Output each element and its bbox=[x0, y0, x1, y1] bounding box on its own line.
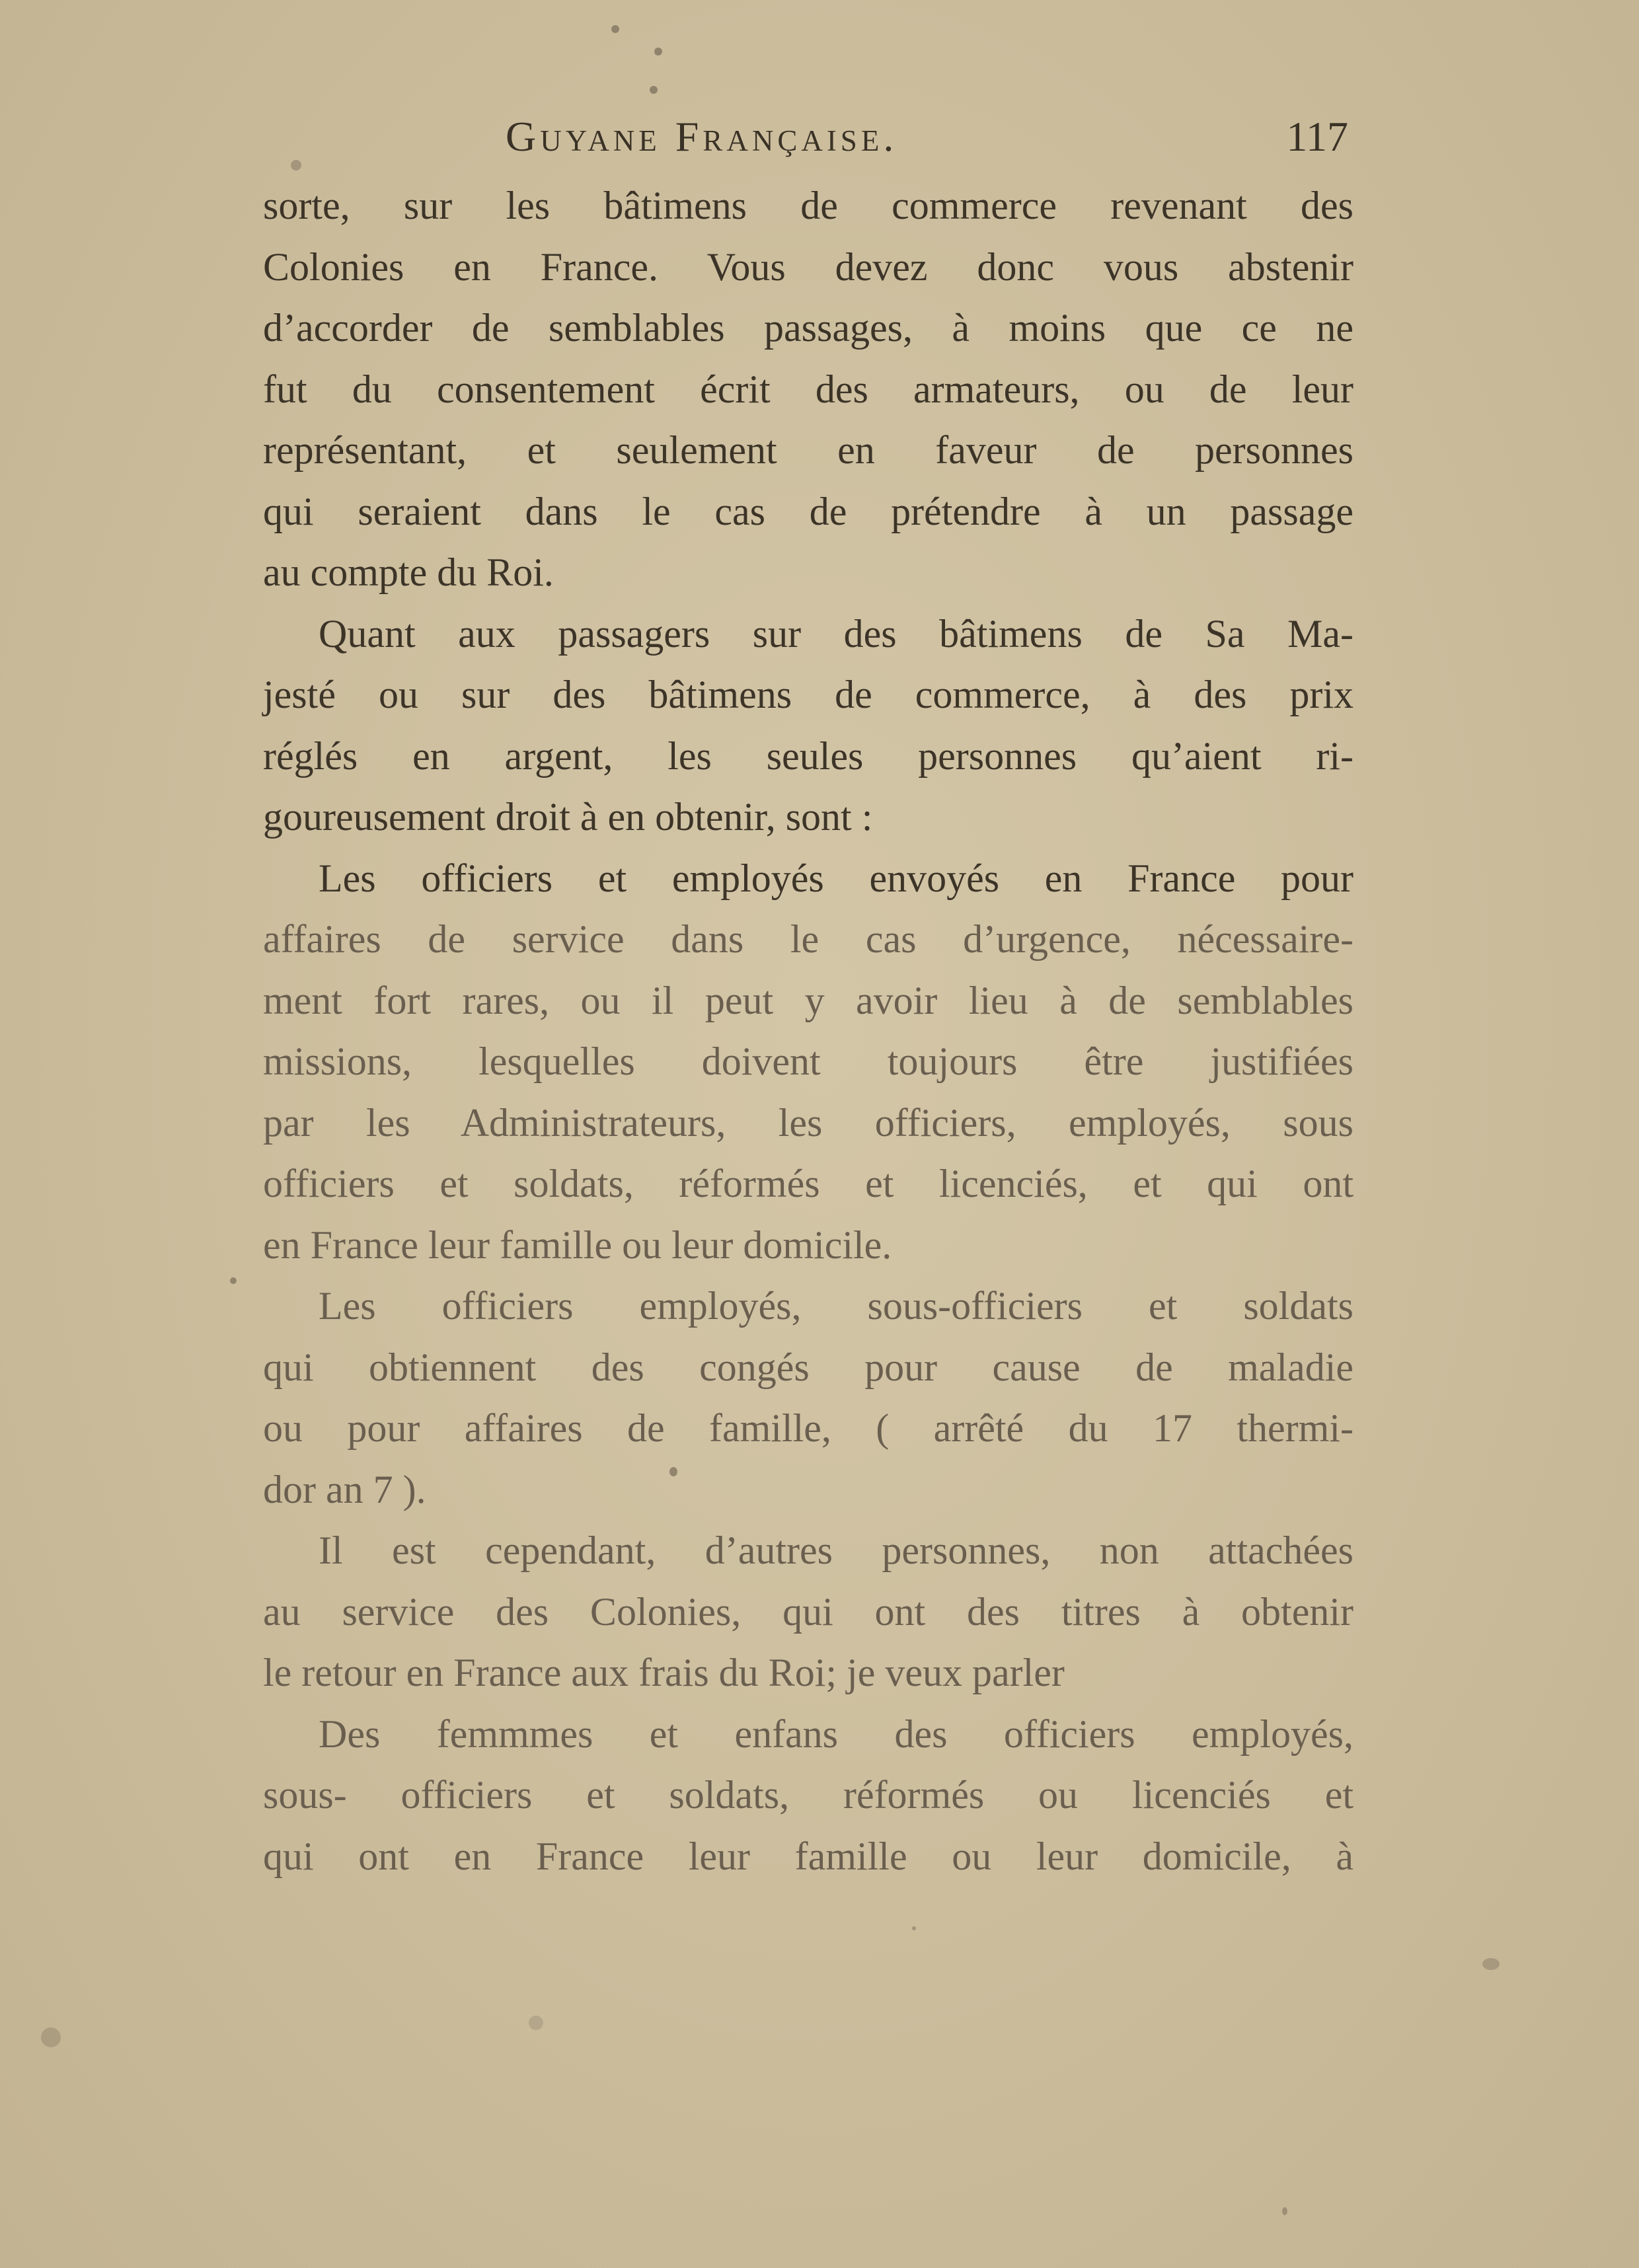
text-line: ou pour affaires de famille, ( arrêté du 17 thermi- bbox=[263, 1406, 1353, 1450]
paragraph bbox=[263, 175, 1353, 603]
body-text bbox=[263, 175, 1353, 1887]
text-line: Quant aux passagers sur des bâtimens de Sa Ma- bbox=[319, 611, 1353, 656]
text-line: le retour en France aux frais du Roi; je veux parler bbox=[263, 1651, 1065, 1694]
text-line: réglés en argent, les seules personnes qu’aient ri- bbox=[263, 734, 1353, 778]
text-line: jesté ou sur des bâtimens de commerce, à des prix bbox=[263, 673, 1353, 716]
text-line: affaires de service dans le cas d’urgence, nécessaire- bbox=[263, 917, 1353, 961]
text-line: ment fort rares, ou il peut y avoir lieu à de semblables bbox=[263, 978, 1353, 1022]
text-line: Des femmmes et enfans des officiers employés, bbox=[319, 1712, 1353, 1756]
running-title: Guyane Française. bbox=[506, 113, 898, 160]
paragraph bbox=[263, 1520, 1353, 1704]
paragraph bbox=[263, 848, 1353, 1276]
text-line: officiers et soldats, réformés et licenciés, et qui ont bbox=[263, 1162, 1353, 1205]
page-number: 117 bbox=[1286, 113, 1348, 160]
page-header bbox=[261, 110, 1348, 169]
ink-speck bbox=[41, 2027, 61, 2047]
text-line: goureusement droit à en obtenir, sont : bbox=[263, 795, 873, 839]
paragraph bbox=[263, 1704, 1353, 1887]
ink-speck bbox=[1482, 1958, 1500, 1970]
text-line: Colonies en France. Vous devez donc vous abstenir bbox=[263, 245, 1353, 289]
text-line: par les Administrateurs, les officiers, employés, sous bbox=[263, 1100, 1353, 1145]
text-line: Les officiers et employés envoyés en France pour bbox=[319, 856, 1353, 900]
text-line: au compte du Roi. bbox=[263, 550, 554, 594]
text-line: qui seraient dans le cas de prétendre à un passage bbox=[263, 489, 1353, 533]
text-line: d’accorder de semblables passages, à moins que ce ne bbox=[263, 306, 1353, 350]
ink-speck bbox=[912, 1926, 916, 1930]
paragraph bbox=[263, 603, 1353, 848]
ink-speck bbox=[611, 25, 619, 33]
paragraph bbox=[263, 1275, 1353, 1520]
ink-speck bbox=[529, 2016, 543, 2030]
ink-speck bbox=[654, 48, 662, 56]
text-line: sous- officiers et soldats, réformés ou licenciés et bbox=[263, 1773, 1353, 1817]
text-line: au service des Colonies, qui ont des titres à obtenir bbox=[263, 1589, 1353, 1634]
text-line: sorte, sur les bâtimens de commerce revenant des bbox=[263, 184, 1353, 227]
text-line: fut du consentement écrit des armateurs, ou de leur bbox=[263, 367, 1353, 411]
text-line: qui ont en France leur famille ou leur domicile, à bbox=[263, 1834, 1353, 1878]
ink-speck bbox=[650, 86, 658, 94]
text-line: dor an 7 ). bbox=[263, 1467, 426, 1511]
text-line: représentant, et seulement en faveur de personnes bbox=[263, 428, 1353, 472]
text-line: Les officiers employés, sous-officiers et soldats bbox=[319, 1284, 1353, 1328]
text-line: missions, lesquelles doivent toujours être justifiées bbox=[263, 1040, 1353, 1083]
ink-speck bbox=[230, 1277, 237, 1284]
text-line: Il est cependant, d’autres personnes, non attachées bbox=[319, 1529, 1353, 1572]
ink-speck bbox=[1282, 2207, 1287, 2215]
text-line: en France leur famille ou leur domicile. bbox=[263, 1223, 892, 1267]
text-line: qui obtiennent des congés pour cause de maladie bbox=[263, 1345, 1353, 1389]
